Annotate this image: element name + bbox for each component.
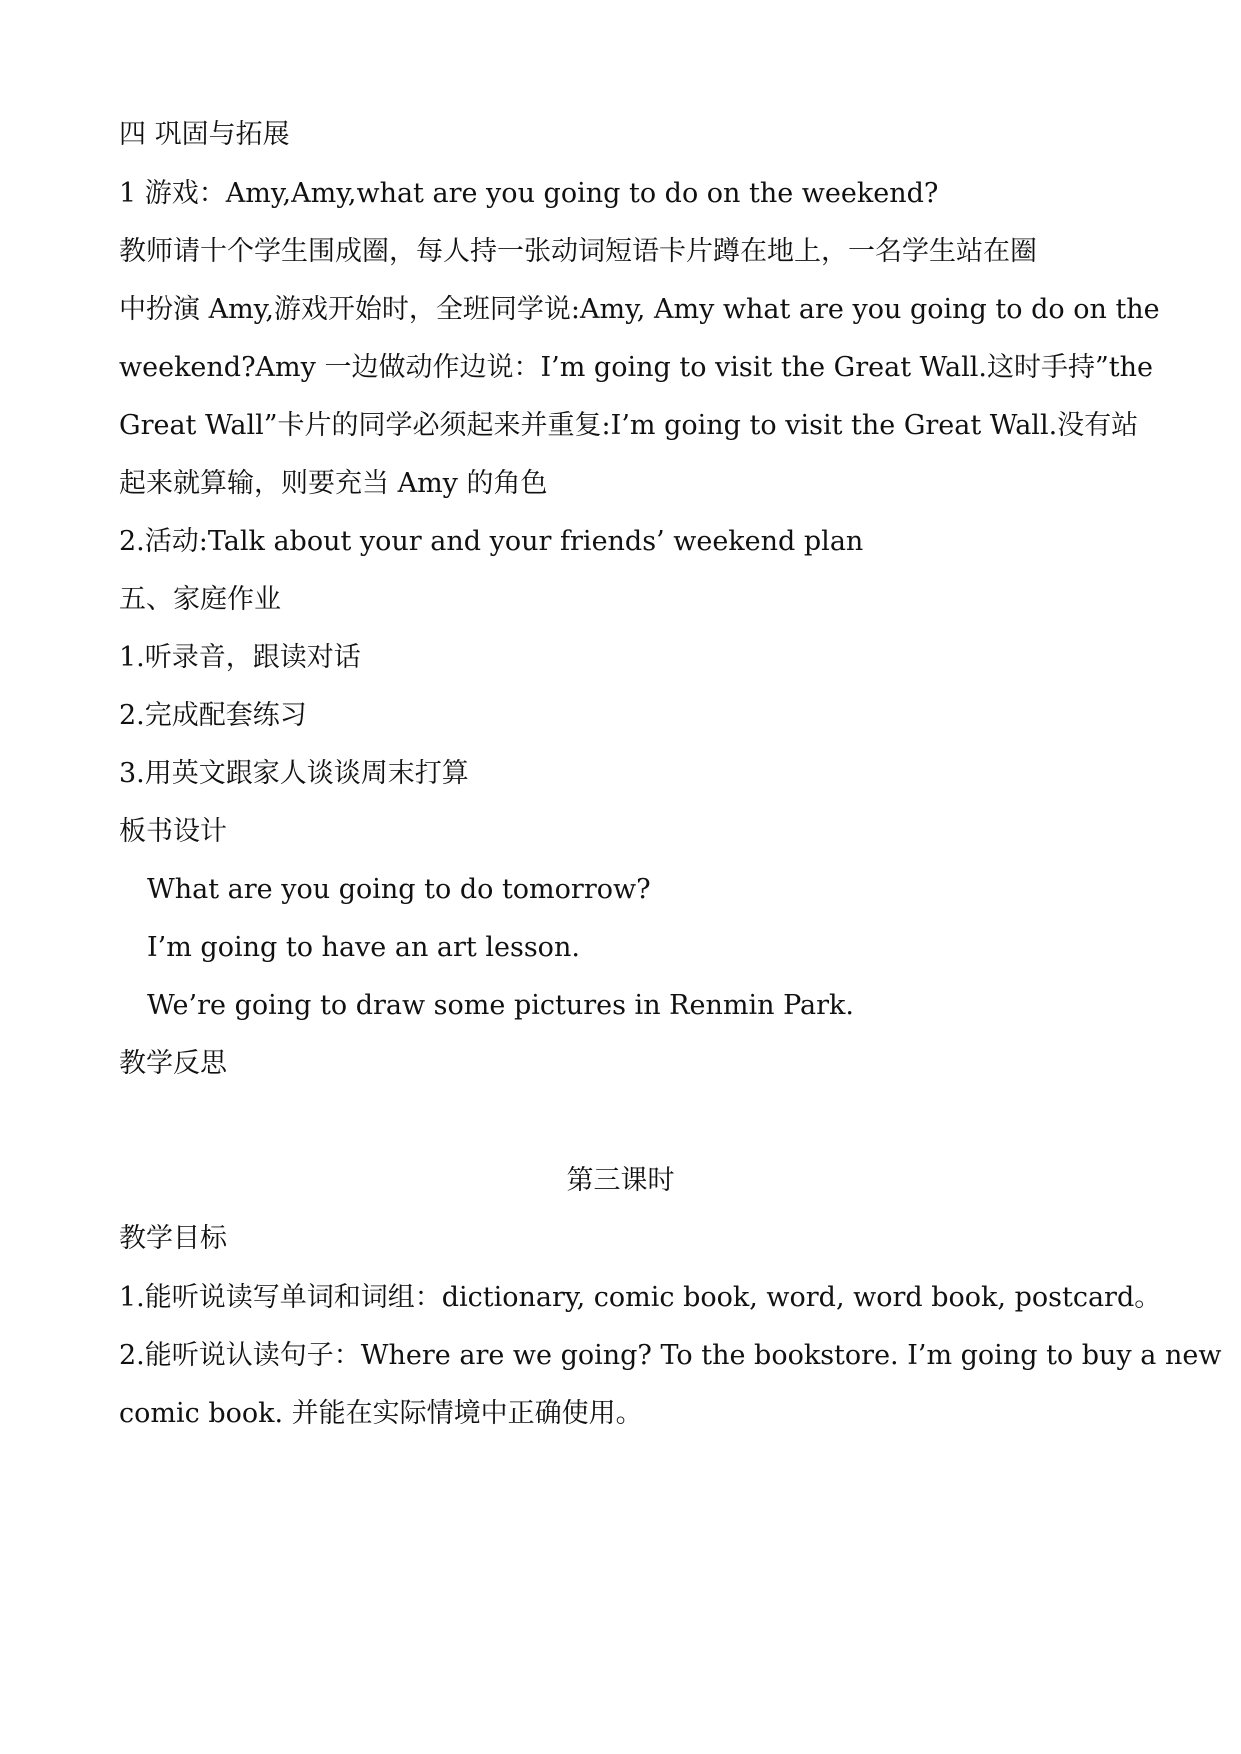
board-design-heading: 板书设计 (119, 816, 227, 847)
lesson-title: 第三课时 (566, 1165, 675, 1196)
homework-item: 3.用英文跟家人谈谈周末打算 (119, 758, 469, 789)
game-title: 1 游戏：Amy,Amy,what are you going to do on the weekend? (119, 178, 939, 209)
board-line: What are you going to do tomorrow? (147, 874, 651, 905)
board-line: I’m going to have an art lesson. (147, 932, 580, 963)
homework-item: 1.听录音，跟读对话 (119, 642, 361, 673)
game-paragraph-line: Great Wall”卡片的同学必须起来并重复:I’m going to visit the Great Wall.没有站 (119, 410, 1139, 441)
game-paragraph-line: weekend?Amy 一边做动作边说：I’m going to visit the Great Wall.这时手持”the (119, 352, 1154, 383)
goals-heading: 教学目标 (119, 1223, 227, 1254)
goal-line: 1.能听说读写单词和词组：dictionary, comic book, word, word book, postcard。 (119, 1282, 1162, 1313)
goal-line: 2.能听说认读句子：Where are we going? To the bookstore. I’m going to buy a new (119, 1340, 1222, 1371)
game-paragraph-line: 教师请十个学生围成圈，每人持一张动词短语卡片蹲在地上，一名学生站在圈 (119, 236, 1037, 267)
goal-line: comic book. 并能在实际情境中正确使用。 (119, 1398, 643, 1429)
homework-item: 2.完成配套练习 (119, 700, 307, 731)
board-line: We’re going to draw some pictures in Renmin Park. (147, 990, 854, 1021)
game-paragraph-line: 中扮演 Amy,游戏开始时，全班同学说:Amy, Amy what are you going to do on the (119, 294, 1160, 325)
reflection-heading: 教学反思 (119, 1048, 227, 1079)
activity-line: 2.活动:Talk about your and your friends’ weekend plan (119, 526, 864, 557)
game-paragraph-line: 起来就算输，则要充当 Amy 的角色 (119, 468, 548, 499)
section-heading-consolidation: 四 巩固与拓展 (119, 119, 290, 150)
section-heading-homework: 五、家庭作业 (119, 584, 281, 615)
